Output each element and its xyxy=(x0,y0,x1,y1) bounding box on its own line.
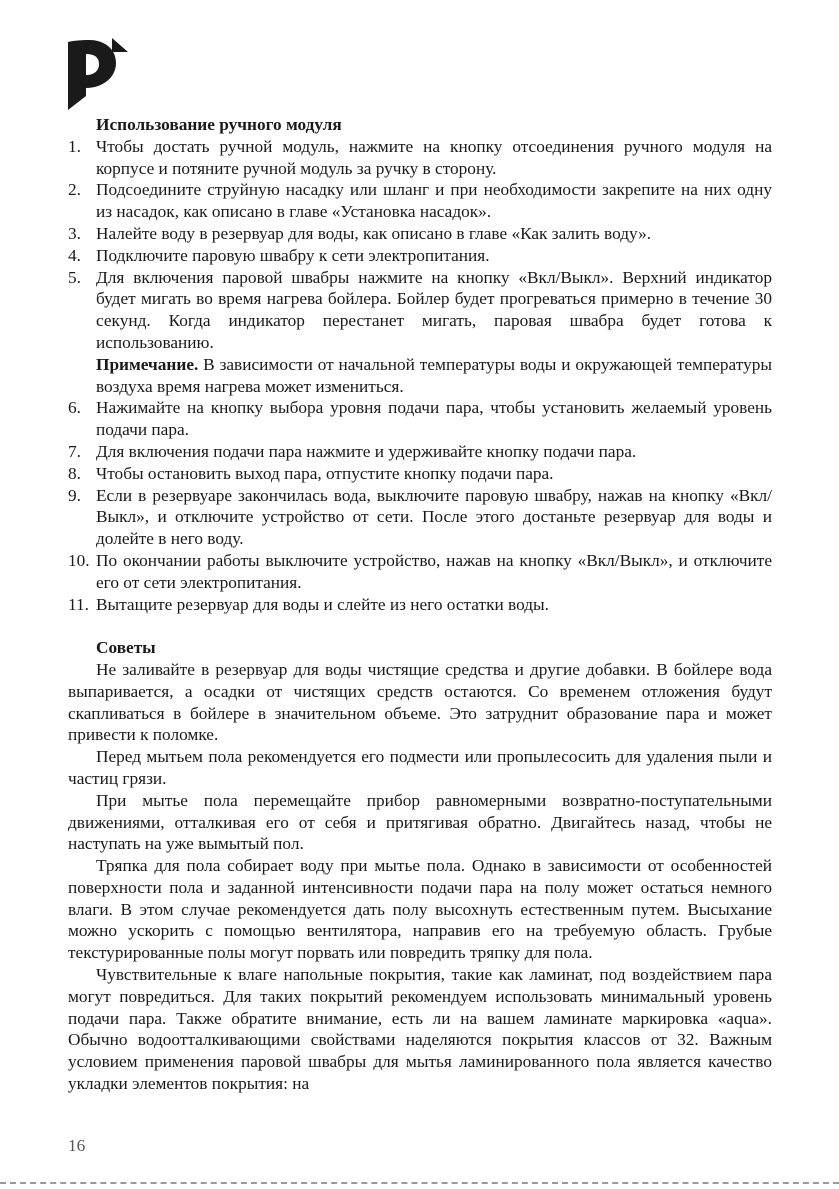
instructions-list-2 xyxy=(68,397,772,615)
tips-paragraph: Перед мытьем пола рекомендуется его подмести или пропылесосить для удаления пыли и частиц грязи. xyxy=(68,747,772,788)
page-bottom-divider xyxy=(0,1182,839,1184)
tips-paragraph: Чувствительные к влаге напольные покрытия, такие как ламинат, под воздействием пара могут повредиться. Для таких покрытий рекомендуем использовать минимальный уровень подачи пара. Также обратите внимание, есть ли на вашем ламинате маркировка «aqua». Обычно водоотталкивающими свойствами наделяются покрытия классов от 32. Важным условием применения паровой швабры для мытья ламинированного пола является качество укладки элементов покрытия: на xyxy=(68,965,772,1094)
tips-paragraph: При мытье пола перемещайте прибор равномерными возвратно-поступательными движениями, отталкивая его от себя и притягивая обратно. Двигайтесь назад, чтобы не наступать на уже вымытый пол. xyxy=(68,790,772,854)
list-item: 5. Для включения паровой швабры нажмите на кнопку «Вкл/Выкл». Верхний индикатор будет мигать во время нагрева бойлера. Бойлер будет прогреваться примерно в течение 30 секунд. Когда индикатор перестанет мигать, паровая швабра будет готова к использованию. xyxy=(68,267,772,352)
brand-logo-icon xyxy=(66,36,130,112)
section-title-tips: Советы xyxy=(96,638,156,658)
list-item: 11. Вытащите резервуар для воды и слейте из него остатки воды. xyxy=(68,594,549,614)
list-item: 1. Чтобы достать ручной модуль, нажмите на кнопку отсоединения ручного модуля на корпусе и потяните ручной модуль за ручку в сторону. xyxy=(68,136,772,178)
note-label: Примечание. xyxy=(96,354,199,374)
page-number: 16 xyxy=(68,1136,86,1155)
note-paragraph xyxy=(68,354,772,398)
list-item: 10. По окончании работы выключите устройство, нажав на кнопку «Вкл/Выкл», и отключите его от сети электропитания. xyxy=(68,550,772,592)
list-item: 9. Если в резервуаре закончилась вода, выключите паровую швабру, нажав на кнопку «Вкл/Выкл», и отключите устройство от сети. После этого достаньте резервуар для воды и долейте в него воду. xyxy=(68,485,772,549)
tips-paragraph: Не заливайте в резервуар для воды чистящие средства и другие добавки. В бойлере вода выпаривается, а осадки от чистящих средств остаются. Со временем отложения будут скапливаться в бойлере в значительном объеме. Это затруднит образование пара и может привести к поломке. xyxy=(68,659,772,745)
section-title-handheld: Использование ручного модуля xyxy=(96,115,342,134)
list-item: 2. Подсоедините струйную насадку или шланг и при необходимости закрепите на них одну из насадок, как описано в главе «Установка насадок». xyxy=(68,180,772,222)
tips-paragraph: Тряпка для пола собирает воду при мытье пола. Однако в зависимости от особенностей поверхности пола и заданной интенсивности подачи пара на полу может остаться немного влаги. В этом случае рекомендуется дать полу высохнуть естественным путем. Высыхание можно ускорить с помощью вентилятора, направив его на требуемую область. Грубые текстурированные полы могут порвать или повредить тряпку для пола. xyxy=(68,856,772,963)
list-item: 3. Налейте воду в резервуар для воды, как описано в главе «Как залить воду». xyxy=(68,223,652,243)
list-item: 8. Чтобы остановить выход пара, отпустите кнопку подачи пара. xyxy=(68,463,554,483)
instructions-list-1 xyxy=(68,136,772,354)
list-item: 4. Подключите паровую швабру к сети электропитания. xyxy=(68,245,490,265)
list-item: 7. Для включения подачи пара нажмите и удерживайте кнопку подачи пара. xyxy=(68,441,637,461)
list-item: 6. Нажимайте на кнопку выбора уровня подачи пара, чтобы установить желаемый уровень подачи пара. xyxy=(68,398,772,440)
page-content xyxy=(68,114,772,1095)
note-text: В зависимости от начальной температуры воды и окружающей температуры воздуха время нагрева может измениться. xyxy=(96,354,772,396)
